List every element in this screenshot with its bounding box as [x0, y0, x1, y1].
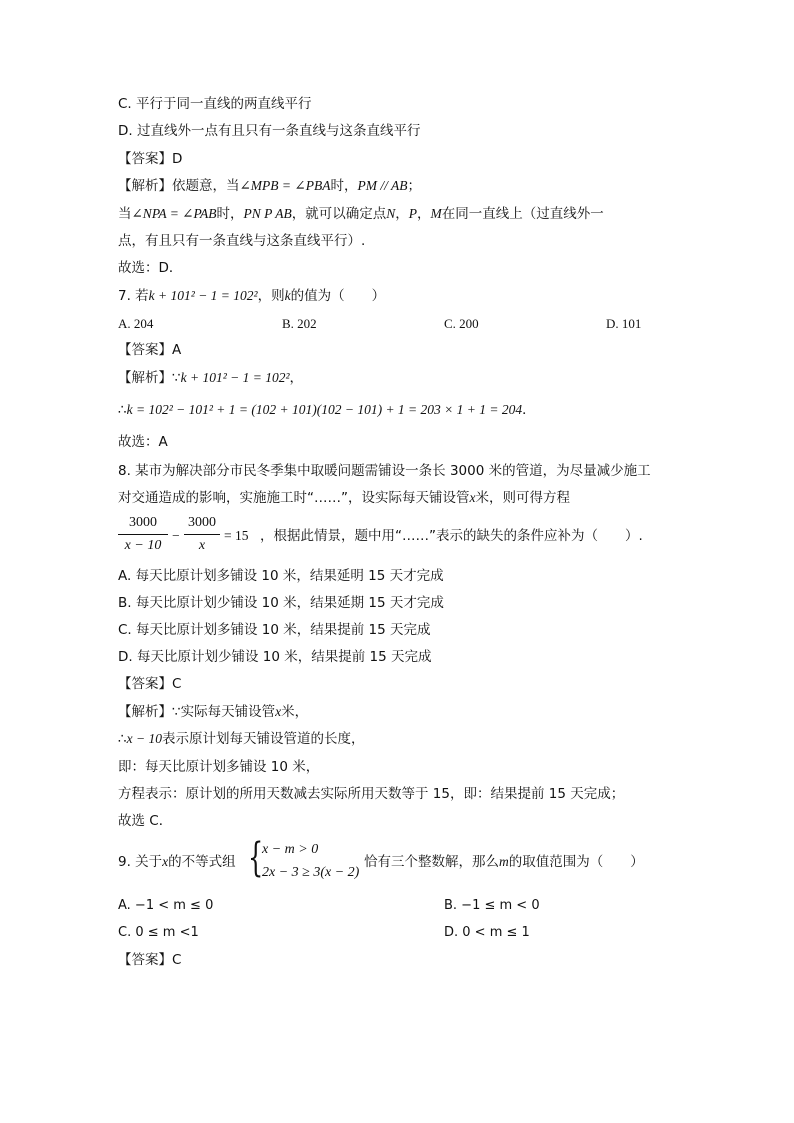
analysis-q6-line2 [118, 204, 604, 224]
text: 对交通造成的影响，实施施工时“……”，设实际每天铺设管 [118, 490, 470, 506]
analysis-q7-line2 [118, 400, 536, 420]
selection-q7: 故选：A [118, 434, 168, 450]
text: 的值为（ ） [290, 288, 386, 304]
analysis-q8-line1 [118, 702, 308, 722]
math: x − 10 [126, 731, 162, 746]
text: 的取值范围为（ ） [508, 854, 644, 870]
text: ， [417, 206, 431, 222]
fraction-bar [184, 534, 220, 535]
math: k + 101² − 1 = 102² [148, 288, 258, 303]
inequality-1: x − m > 0 [262, 842, 319, 857]
math: ∠MPB = ∠PBA [239, 178, 331, 193]
text: 7. 若 [118, 288, 149, 304]
q9-option-b: B. −1 ≤ m < 0 [444, 898, 540, 913]
analysis-q8-line4: 方程表示：原计划的所用天数减去实际所用天数等于 15，即：结果提前 15 天完成； [118, 786, 625, 802]
question-7 [118, 286, 385, 306]
denominator: x − 10 [124, 538, 162, 553]
text: 【解析】依题意，当 [118, 178, 240, 194]
q7-option-d: D. 101 [606, 316, 642, 331]
q8-option-d: D. 每天比原计划少铺设 10 米，结果提前 15 天完成 [118, 649, 432, 665]
text: 9. 关于 [118, 854, 163, 870]
text: 时， [216, 206, 244, 222]
question-8-line3: ，根据此情景，题中用“……”表示的缺失的条件应补为（ ）. [260, 528, 643, 544]
fraction-1 [118, 514, 168, 555]
text: 在同一直线上（过直线外一 [441, 206, 604, 222]
answer-q6: 【答案】D [118, 151, 183, 167]
text: ． [522, 402, 536, 418]
analysis-q7-line1 [118, 368, 303, 388]
text: 【解析】∵ [118, 370, 181, 386]
math: x [162, 854, 169, 869]
q8-option-b: B. 每天比原计划少铺设 10 米，结果延期 15 天才完成 [118, 595, 444, 611]
analysis-q6-line1 [118, 176, 421, 196]
text: 时， [330, 178, 358, 194]
text: ∴ [118, 402, 127, 418]
question-8-line1: 8. 某市为解决部分市民冬季集中取暖问题需铺设一条长 3000 米的管道，为尽量减少施工 [118, 463, 651, 479]
text: ， [395, 206, 409, 222]
math: x [469, 490, 476, 505]
question-8-line2 [118, 488, 570, 508]
minus-sign: − [172, 528, 180, 543]
text: ，就可以确定点 [291, 206, 387, 222]
option-d-q6: D. 过直线外一点有且只有一条直线与这条直线平行 [118, 123, 421, 139]
text: ，则 [257, 288, 285, 304]
selection-q8: 故选 C． [118, 813, 173, 829]
math: m [499, 854, 509, 869]
fraction-bar [118, 534, 168, 535]
q8-option-a: A. 每天比原计划多铺设 10 米，结果延明 15 天才完成 [118, 568, 444, 584]
analysis-q8-line2 [118, 729, 364, 749]
answer-q8: 【答案】C [118, 676, 182, 692]
math: P [408, 206, 418, 221]
question-9-suffix [364, 852, 644, 872]
text: 当 [118, 206, 132, 222]
answer-q7: 【答案】A [118, 342, 182, 358]
numerator: 3000 [129, 515, 157, 530]
question-9-prefix [118, 852, 236, 872]
inequality-2: 2x − 3 ≥ 3(x − 2) [262, 865, 360, 880]
selection-q6: 故选：D． [118, 260, 183, 276]
math: N [386, 206, 396, 221]
math: M [430, 206, 442, 221]
q9-option-a: A. −1 < m ≤ 0 [118, 898, 214, 913]
analysis-q6-line3: 点，有且只有一条直线与这条直线平行）. [118, 233, 366, 249]
math: x [275, 704, 282, 719]
left-brace: { [248, 835, 264, 881]
text: 的不等式组 [168, 854, 236, 870]
denominator: x [198, 538, 206, 553]
numerator: 3000 [188, 515, 216, 530]
text: 恰有三个整数解，那么 [364, 854, 499, 870]
math: k + 101² − 1 = 102² [180, 370, 290, 385]
math: ∠NPA = ∠PAB [131, 206, 217, 221]
q9-option-d: D. 0 < m ≤ 1 [444, 925, 530, 940]
math: k = 102² − 101² + 1 = (102 + 101)(102 − 101) + 1 = 203 × 1 + 1 = 204 [126, 402, 523, 417]
fraction-2 [184, 514, 220, 555]
text: 【解析】∵实际每天铺设管 [118, 704, 276, 720]
math: PN P AB [243, 206, 292, 221]
equals-15: = 15 [224, 528, 249, 543]
text: 表示原计划每天铺设管道的长度， [161, 731, 365, 747]
q8-option-c: C. 每天比原计划多铺设 10 米，结果提前 15 天完成 [118, 622, 431, 638]
analysis-q8-line3: 即：每天比原计划多铺设 10 米， [118, 759, 320, 775]
q9-option-c: C. 0 ≤ m <1 [118, 925, 199, 940]
math: k [284, 288, 291, 303]
text: ∴ [118, 731, 127, 747]
option-c-q6: C. 平行于同一直线的两直线平行 [118, 96, 312, 112]
text: 米，则可得方程 [475, 490, 570, 506]
q7-option-a: A. 204 [118, 316, 154, 331]
text: 米， [281, 704, 309, 720]
q7-option-b: B. 202 [282, 316, 317, 331]
math: PM // AB [357, 178, 408, 193]
answer-q9: 【答案】C [118, 952, 182, 968]
text: ； [407, 178, 421, 194]
text: ， [289, 370, 304, 386]
q7-option-c: C. 200 [444, 316, 479, 331]
